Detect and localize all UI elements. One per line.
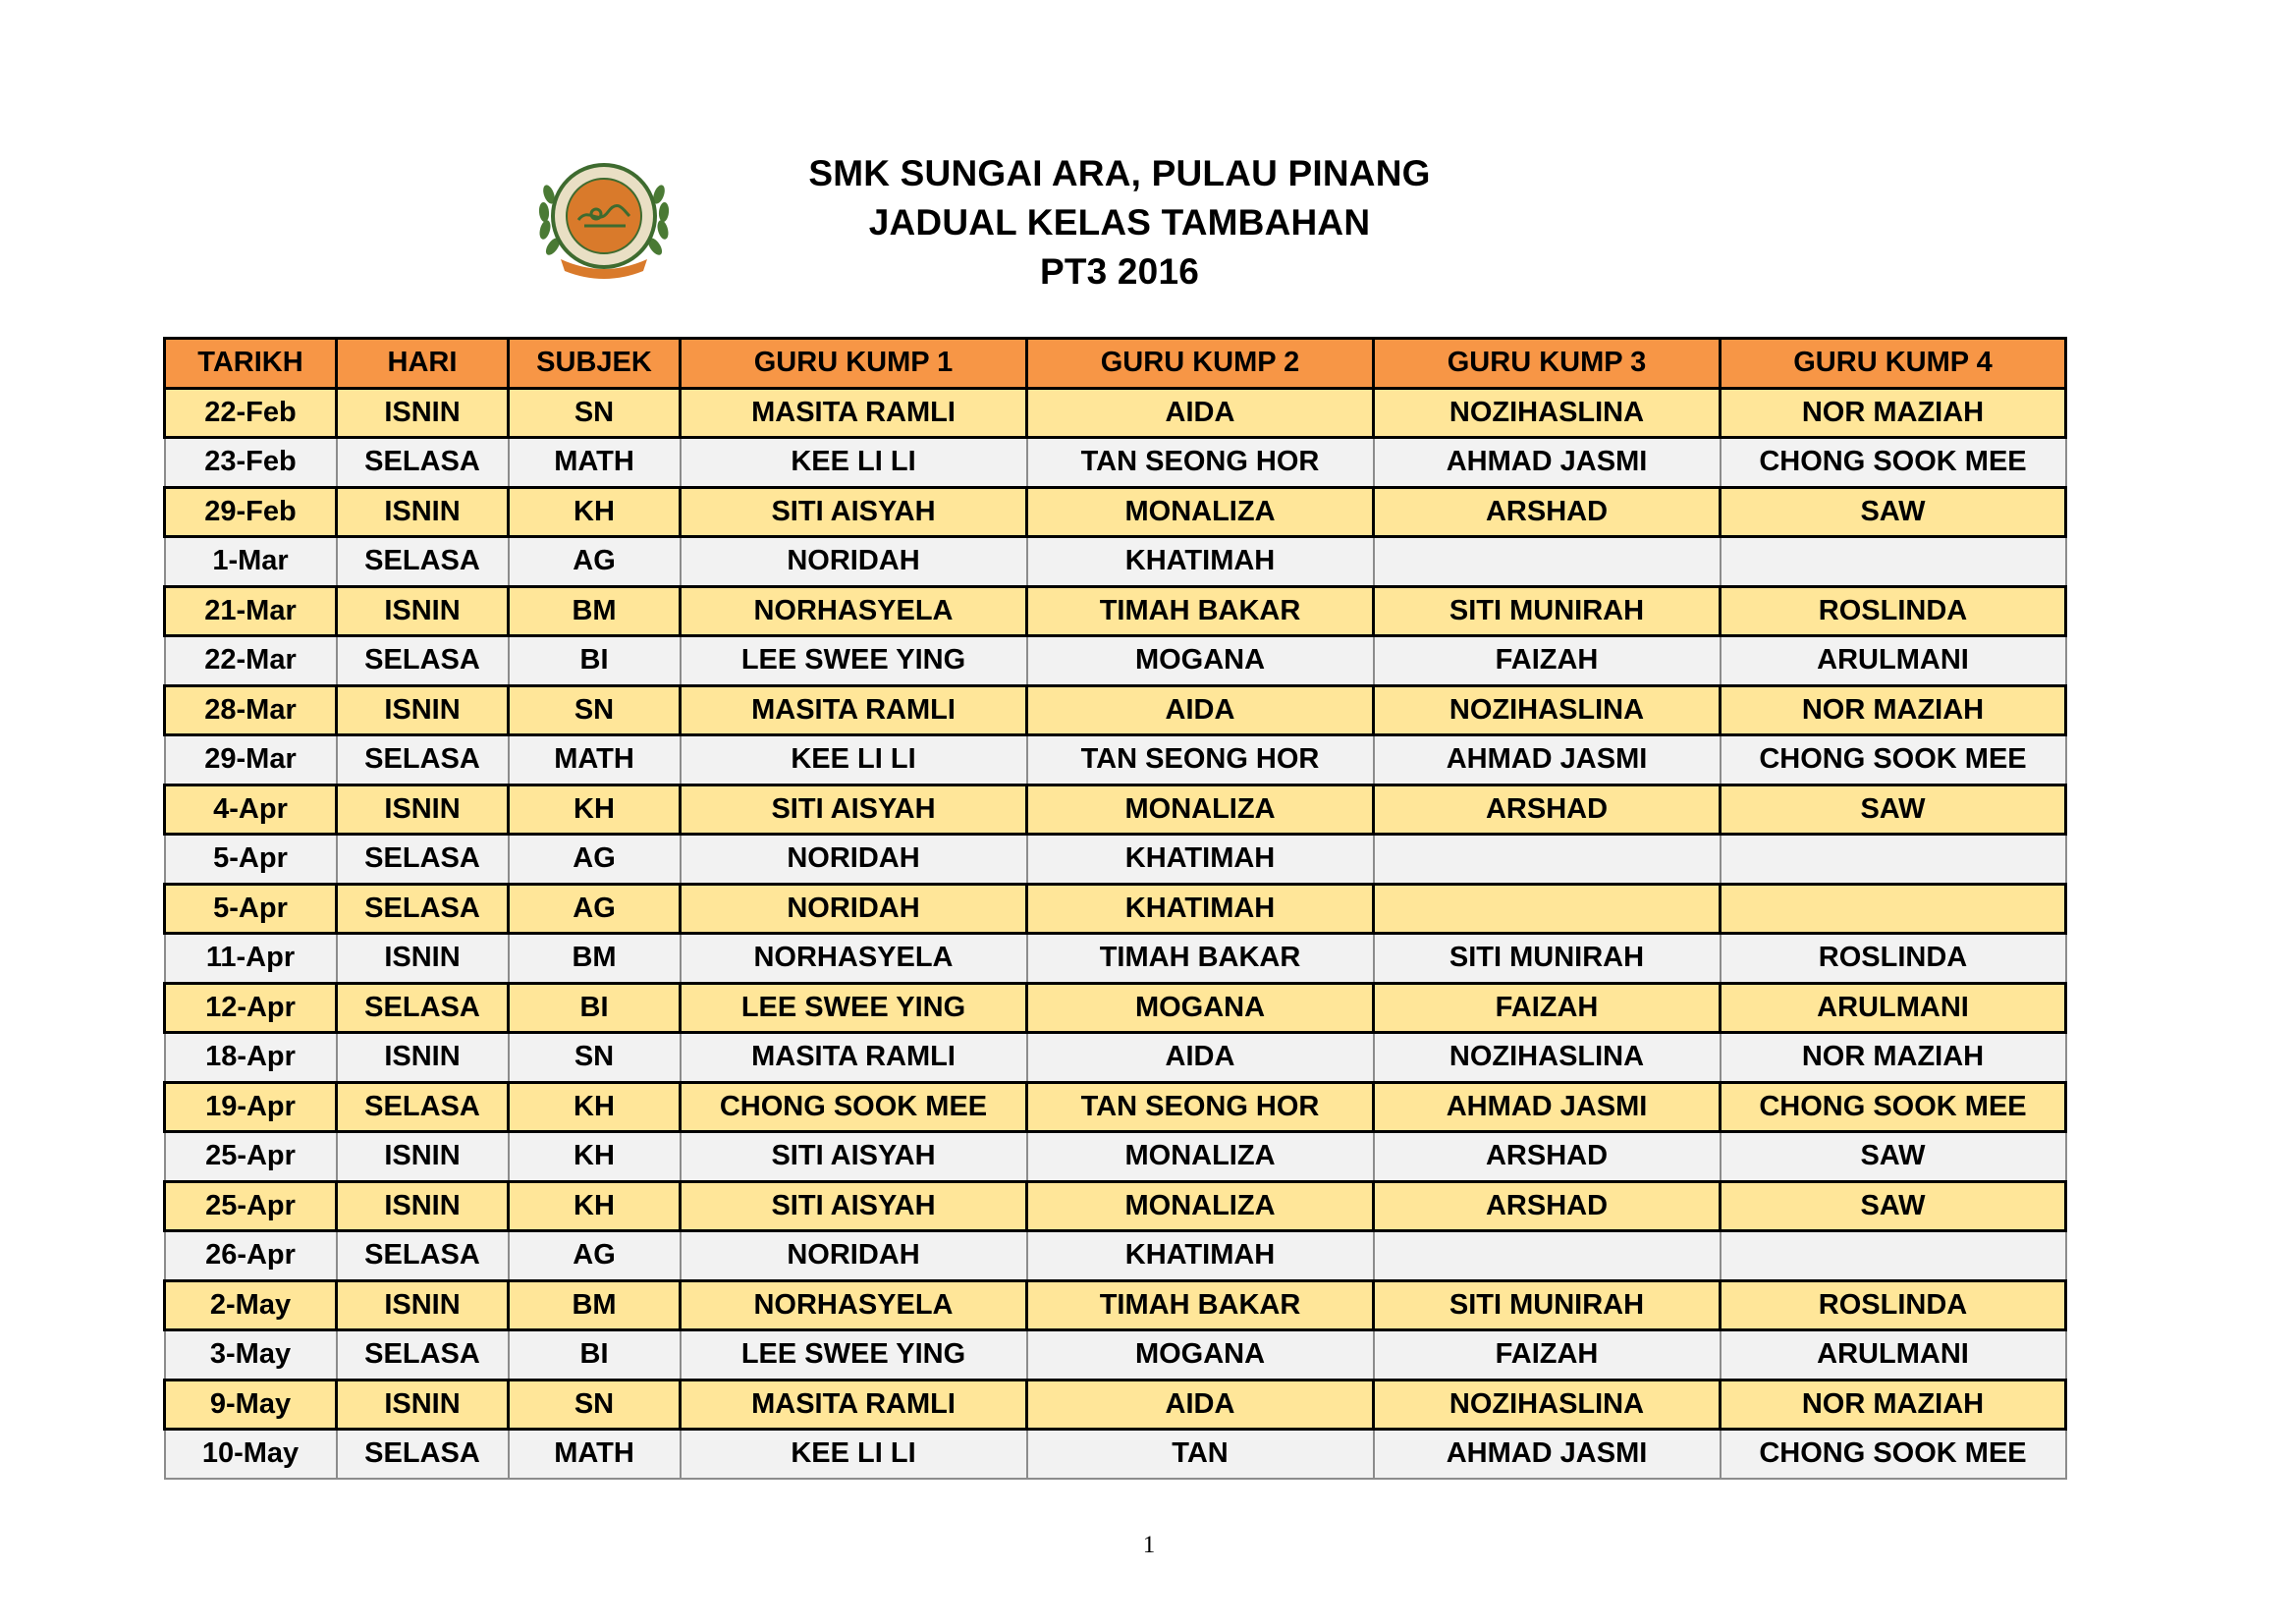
table-cell: KEE LI LI: [681, 1430, 1027, 1479]
table-cell: MATH: [509, 735, 681, 785]
column-header: GURU KUMP 4: [1721, 339, 2066, 389]
table-cell: AIDA: [1027, 1033, 1374, 1083]
table-cell: SITI AISYAH: [681, 785, 1027, 835]
table-cell: FAIZAH: [1374, 1330, 1721, 1380]
table-cell: ROSLINDA: [1721, 586, 2066, 636]
table-cell: LEE SWEE YING: [681, 636, 1027, 686]
table-cell: 4-Apr: [165, 785, 337, 835]
table-cell: KHATIMAH: [1027, 1231, 1374, 1281]
column-header: TARIKH: [165, 339, 337, 389]
table-cell: 22-Mar: [165, 636, 337, 686]
table-cell: 12-Apr: [165, 983, 337, 1033]
table-cell: MATH: [509, 438, 681, 488]
table-cell: 25-Apr: [165, 1181, 337, 1231]
column-header: GURU KUMP 1: [681, 339, 1027, 389]
table-cell: SITI AISYAH: [681, 1181, 1027, 1231]
table-row: [165, 835, 2066, 885]
table-row: [165, 1082, 2066, 1132]
table-cell: SELASA: [337, 1231, 509, 1281]
table-cell: ISNIN: [337, 1033, 509, 1083]
table-row: [165, 685, 2066, 735]
table-cell: MASITA RAMLI: [681, 685, 1027, 735]
table-cell: 1-Mar: [165, 537, 337, 587]
column-header: HARI: [337, 339, 509, 389]
table-cell: [1374, 537, 1721, 587]
table-cell: CHONG SOOK MEE: [1721, 1430, 2066, 1479]
table-cell: AG: [509, 884, 681, 934]
table-cell: NOZIHASLINA: [1374, 388, 1721, 438]
table-cell: NOZIHASLINA: [1374, 1380, 1721, 1430]
table-row: [165, 586, 2066, 636]
table-cell: MASITA RAMLI: [681, 1380, 1027, 1430]
table-cell: SELASA: [337, 983, 509, 1033]
table-cell: ISNIN: [337, 1132, 509, 1182]
table-cell: SELASA: [337, 835, 509, 885]
page-number: 1: [1142, 1532, 1156, 1558]
table-cell: MONALIZA: [1027, 1181, 1374, 1231]
table-cell: ROSLINDA: [1721, 934, 2066, 984]
table-cell: 22-Feb: [165, 388, 337, 438]
table-cell: ISNIN: [337, 1380, 509, 1430]
table-cell: NOR MAZIAH: [1721, 1033, 2066, 1083]
table-cell: KEE LI LI: [681, 735, 1027, 785]
table-cell: NORIDAH: [681, 835, 1027, 885]
table-cell: SAW: [1721, 785, 2066, 835]
table-cell: TAN SEONG HOR: [1027, 735, 1374, 785]
table-cell: SELASA: [337, 884, 509, 934]
table-row: [165, 735, 2066, 785]
table-cell: MATH: [509, 1430, 681, 1479]
table-cell: SELASA: [337, 1330, 509, 1380]
table-row: [165, 1181, 2066, 1231]
table-row: [165, 1430, 2066, 1479]
table-cell: SAW: [1721, 1181, 2066, 1231]
table-cell: CHONG SOOK MEE: [1721, 1082, 2066, 1132]
table-cell: AG: [509, 1231, 681, 1281]
table-cell: ISNIN: [337, 785, 509, 835]
table-cell: ISNIN: [337, 934, 509, 984]
document-subtitle: PT3 2016: [1039, 251, 1200, 292]
table-cell: NORIDAH: [681, 1231, 1027, 1281]
title-block: [687, 149, 1552, 297]
table-row: [165, 1132, 2066, 1182]
table-row: [165, 1231, 2066, 1281]
table-cell: KHATIMAH: [1027, 835, 1374, 885]
table-cell: MOGANA: [1027, 983, 1374, 1033]
table-cell: LEE SWEE YING: [681, 983, 1027, 1033]
table-cell: TAN SEONG HOR: [1027, 1082, 1374, 1132]
school-logo: [535, 155, 673, 283]
table-cell: 2-May: [165, 1280, 337, 1330]
table-cell: 11-Apr: [165, 934, 337, 984]
table-cell: BM: [509, 1280, 681, 1330]
table-cell: ROSLINDA: [1721, 1280, 2066, 1330]
table-cell: 18-Apr: [165, 1033, 337, 1083]
table-cell: ARSHAD: [1374, 1132, 1721, 1182]
table-cell: CHONG SOOK MEE: [1721, 735, 2066, 785]
table-row: [165, 1280, 2066, 1330]
table-cell: SITI AISYAH: [681, 1132, 1027, 1182]
table-cell: SELASA: [337, 636, 509, 686]
table-cell: AHMAD JASMI: [1374, 735, 1721, 785]
table-row: [165, 1330, 2066, 1380]
table-cell: NORHASYELA: [681, 586, 1027, 636]
table-cell: [1374, 1231, 1721, 1281]
table-cell: 28-Mar: [165, 685, 337, 735]
table-cell: 5-Apr: [165, 835, 337, 885]
table-cell: BI: [509, 1330, 681, 1380]
table-cell: ISNIN: [337, 1181, 509, 1231]
table-cell: FAIZAH: [1374, 636, 1721, 686]
table-cell: 9-May: [165, 1380, 337, 1430]
table-cell: CHONG SOOK MEE: [1721, 438, 2066, 488]
table-cell: AIDA: [1027, 1380, 1374, 1430]
table-cell: ISNIN: [337, 487, 509, 537]
table-cell: KH: [509, 487, 681, 537]
table-cell: ISNIN: [337, 1280, 509, 1330]
table-cell: SN: [509, 1380, 681, 1430]
table-cell: TAN SEONG HOR: [1027, 438, 1374, 488]
table-row: [165, 487, 2066, 537]
table-cell: SITI MUNIRAH: [1374, 586, 1721, 636]
table-row: [165, 1033, 2066, 1083]
table-cell: KH: [509, 1082, 681, 1132]
table-cell: 19-Apr: [165, 1082, 337, 1132]
table-cell: KH: [509, 1181, 681, 1231]
table-cell: BM: [509, 934, 681, 984]
table-cell: 25-Apr: [165, 1132, 337, 1182]
table-cell: AG: [509, 537, 681, 587]
table-cell: SELASA: [337, 1082, 509, 1132]
table-cell: SITI AISYAH: [681, 487, 1027, 537]
table-cell: 10-May: [165, 1430, 337, 1479]
table-cell: BI: [509, 983, 681, 1033]
column-header: GURU KUMP 3: [1374, 339, 1721, 389]
table-cell: 29-Feb: [165, 487, 337, 537]
table-cell: 23-Feb: [165, 438, 337, 488]
table-cell: TIMAH BAKAR: [1027, 934, 1374, 984]
table-cell: SELASA: [337, 1430, 509, 1479]
table-row: [165, 438, 2066, 488]
table-cell: ISNIN: [337, 586, 509, 636]
table-cell: KHATIMAH: [1027, 537, 1374, 587]
table-cell: LEE SWEE YING: [681, 1330, 1027, 1380]
table-cell: 21-Mar: [165, 586, 337, 636]
table-cell: AHMAD JASMI: [1374, 1430, 1721, 1479]
table-cell: [1374, 835, 1721, 885]
table-cell: NOZIHASLINA: [1374, 1033, 1721, 1083]
table-cell: NORHASYELA: [681, 1280, 1027, 1330]
table-cell: SN: [509, 685, 681, 735]
table-cell: MONALIZA: [1027, 785, 1374, 835]
table-cell: [1721, 1231, 2066, 1281]
table-cell: 5-Apr: [165, 884, 337, 934]
table-cell: SELASA: [337, 438, 509, 488]
table-cell: AIDA: [1027, 685, 1374, 735]
table-cell: SITI MUNIRAH: [1374, 934, 1721, 984]
table-row: [165, 537, 2066, 587]
table-cell: BM: [509, 586, 681, 636]
table-cell: ARSHAD: [1374, 1181, 1721, 1231]
table-cell: ARULMANI: [1721, 636, 2066, 686]
table-row: [165, 636, 2066, 686]
table-cell: NOR MAZIAH: [1721, 388, 2066, 438]
document-title: JADUAL KELAS TAMBAHAN: [868, 202, 1371, 243]
table-cell: AHMAD JASMI: [1374, 1082, 1721, 1132]
table-cell: KH: [509, 785, 681, 835]
table-cell: NORIDAH: [681, 884, 1027, 934]
table-cell: TIMAH BAKAR: [1027, 586, 1374, 636]
table-cell: SN: [509, 388, 681, 438]
table-cell: KEE LI LI: [681, 438, 1027, 488]
column-header: SUBJEK: [509, 339, 681, 389]
table-cell: MONALIZA: [1027, 1132, 1374, 1182]
table-cell: [1721, 884, 2066, 934]
table-cell: ARULMANI: [1721, 1330, 2066, 1380]
table-cell: MOGANA: [1027, 636, 1374, 686]
table-cell: NOR MAZIAH: [1721, 1380, 2066, 1430]
table-cell: AHMAD JASMI: [1374, 438, 1721, 488]
table-cell: TAN: [1027, 1430, 1374, 1479]
table-cell: SITI MUNIRAH: [1374, 1280, 1721, 1330]
table-cell: KH: [509, 1132, 681, 1182]
table-header-row: [165, 339, 2066, 389]
table-cell: 29-Mar: [165, 735, 337, 785]
table-cell: ISNIN: [337, 388, 509, 438]
table-cell: ARSHAD: [1374, 785, 1721, 835]
table-row: [165, 785, 2066, 835]
table-cell: NOR MAZIAH: [1721, 685, 2066, 735]
table-cell: SELASA: [337, 735, 509, 785]
table-cell: MASITA RAMLI: [681, 388, 1027, 438]
table-body: [165, 388, 2066, 1479]
table-cell: SAW: [1721, 487, 2066, 537]
table-cell: CHONG SOOK MEE: [681, 1082, 1027, 1132]
table-cell: BI: [509, 636, 681, 686]
table-cell: MOGANA: [1027, 1330, 1374, 1380]
table-cell: NORIDAH: [681, 537, 1027, 587]
table-cell: 3-May: [165, 1330, 337, 1380]
table-cell: NORHASYELA: [681, 934, 1027, 984]
table-row: [165, 884, 2066, 934]
table-row: [165, 934, 2066, 984]
table-row: [165, 388, 2066, 438]
column-header: GURU KUMP 2: [1027, 339, 1374, 389]
table-cell: AG: [509, 835, 681, 885]
table-cell: MONALIZA: [1027, 487, 1374, 537]
schedule-table: [163, 337, 2067, 1480]
table-cell: ISNIN: [337, 685, 509, 735]
table-cell: AIDA: [1027, 388, 1374, 438]
table-cell: SELASA: [337, 537, 509, 587]
table-cell: NOZIHASLINA: [1374, 685, 1721, 735]
table-cell: SN: [509, 1033, 681, 1083]
table-cell: 26-Apr: [165, 1231, 337, 1281]
table-cell: [1721, 537, 2066, 587]
table-cell: MASITA RAMLI: [681, 1033, 1027, 1083]
table-row: [165, 1380, 2066, 1430]
table-row: [165, 983, 2066, 1033]
table-cell: TIMAH BAKAR: [1027, 1280, 1374, 1330]
table-cell: KHATIMAH: [1027, 884, 1374, 934]
table-cell: ARULMANI: [1721, 983, 2066, 1033]
school-name: SMK SUNGAI ARA, PULAU PINANG: [808, 153, 1431, 193]
table-cell: FAIZAH: [1374, 983, 1721, 1033]
table-cell: SAW: [1721, 1132, 2066, 1182]
table-cell: [1721, 835, 2066, 885]
table-cell: [1374, 884, 1721, 934]
table-cell: ARSHAD: [1374, 487, 1721, 537]
